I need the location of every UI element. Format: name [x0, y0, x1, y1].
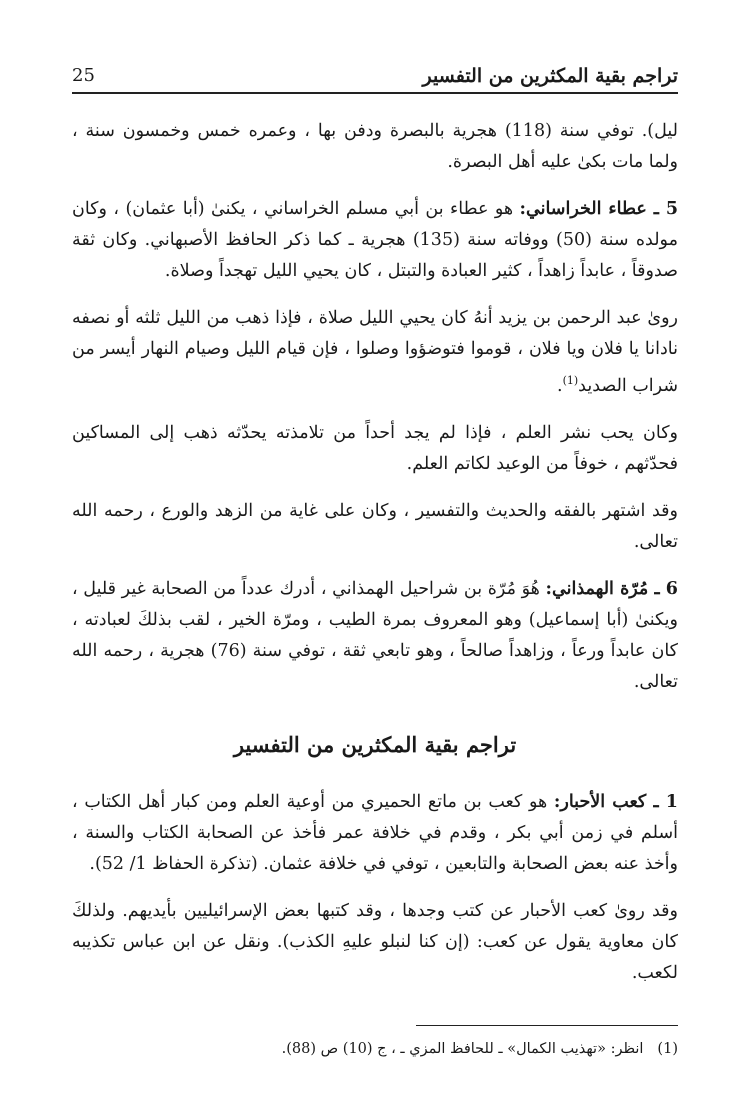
section-heading: تراجم بقية المكثرين من التفسير	[233, 731, 517, 757]
biography-entry	[72, 574, 678, 698]
page-number: 25	[72, 65, 95, 86]
paragraph	[72, 418, 678, 480]
entry-heading: 5 ـ عطاء الخراساني:	[519, 199, 679, 219]
biography-entry	[72, 194, 678, 287]
running-title: تراجم بقية المكثرين من التفسير	[422, 65, 678, 87]
entry-text: هو عطاء بن أبي مسلم الخراساني ، يكنىٰ (أبا عثمان) ، وكان مولده سنة (50) ووفاته سنة (135) هجرية ـ كما ذكر الحافظ الأصبهاني. وكان ثقة صدوقاً ، عابداً زاهداً ، كثير العبادة والتبتل ، كان يحيي الليل تهجداً وصلاة.	[72, 199, 678, 281]
paragraph-end: .	[556, 375, 563, 396]
entry-heading: 1 ـ كعب الأحبار:	[553, 791, 678, 812]
entry-heading: 6 ـ مُرّة الهمذاني:	[545, 578, 678, 599]
page-body	[72, 116, 678, 1005]
footnote-separator	[416, 1025, 678, 1026]
paragraph-text: وقد روىٰ كعب الأحبار عن كتب وجدها ، وقد كتبها بعض الإسرائيليين بأيديهم. ولذلكَ كان معاوية يقول عن كعب: (إن كنا لنبلو عليهِ الكذب). ونقل عن ابن عباس تكذيبه لكعب.	[72, 900, 678, 983]
paragraph-text: روىٰ عبد الرحمن بن يزيد أنهُ كان يحيي الليل صلاة ، فإذا ذهب من الليل ثلثه أو نصفه نادانا يا فلان ويا فلان ، قوموا فتوضؤوا وصلوا ، فإن قيام الليل وصيام النهار أيسر من شراب الصديد	[72, 308, 678, 396]
biography-entry	[72, 787, 678, 880]
entry-text: هُوَ مُرّة بن شراحيل الهمذاني ، أدرك عدداً من الصحابة غير قليل ، ويكنىٰ (أبا إسماعيل) وهو المعروف بمرة الطيب ، ومرّة الخير ، لقب بذلكَ لعبادته ، كان عابداً ورعاً ، وزاهداً صالحاً ، وهو تابعي ثقة ، توفي سنة (76) هجرية ، رحمه الله تعالى.	[72, 578, 678, 692]
footnote-reference: (1)	[562, 374, 579, 387]
paragraph-text: وكان يحب نشر العلم ، فإذا لم يجد أحداً من تلامذته يحدّثه ذهب إلى المساكين فحدّثهم ، خوفاً من الوعيد لكاتم العلم.	[72, 422, 678, 474]
footnote-marker: (1)	[657, 1041, 678, 1057]
paragraph	[72, 896, 678, 989]
paragraph	[72, 116, 678, 178]
entry-text: هو كعب بن ماتع الحميري من أوعية العلم ومن كبار أهل الكتاب ، أسلم في زمن أبي بكر ، وقدم في خلافة عمر فأخذ عن الصحابة الكتاب والسنة ، وأخذ عنه بعض الصحابة والتابعين ، توفي في خلافة عثمان. (تذكرة الحفاظ 1/ 52).	[72, 791, 678, 874]
paragraph-text: ليل). توفي سنة (118) هجرية بالبصرة ودفن بها ، وعمره خمس وخمسون سنة ، ولما مات بكىٰ عليه أهل البصرة.	[72, 121, 678, 172]
footnote	[72, 1041, 678, 1057]
paragraph-text: وقد اشتهر بالفقه والحديث والتفسير ، وكان على غاية من الزهد والورع ، رحمه الله تعالى.	[72, 500, 678, 552]
paragraph	[72, 496, 678, 558]
paragraph	[72, 303, 678, 402]
running-header	[72, 56, 678, 94]
footnote-text: انظر: «تهذيب الكمال» ـ للحافظ المزي ـ ، ج (10) ص (88).	[281, 1041, 644, 1057]
